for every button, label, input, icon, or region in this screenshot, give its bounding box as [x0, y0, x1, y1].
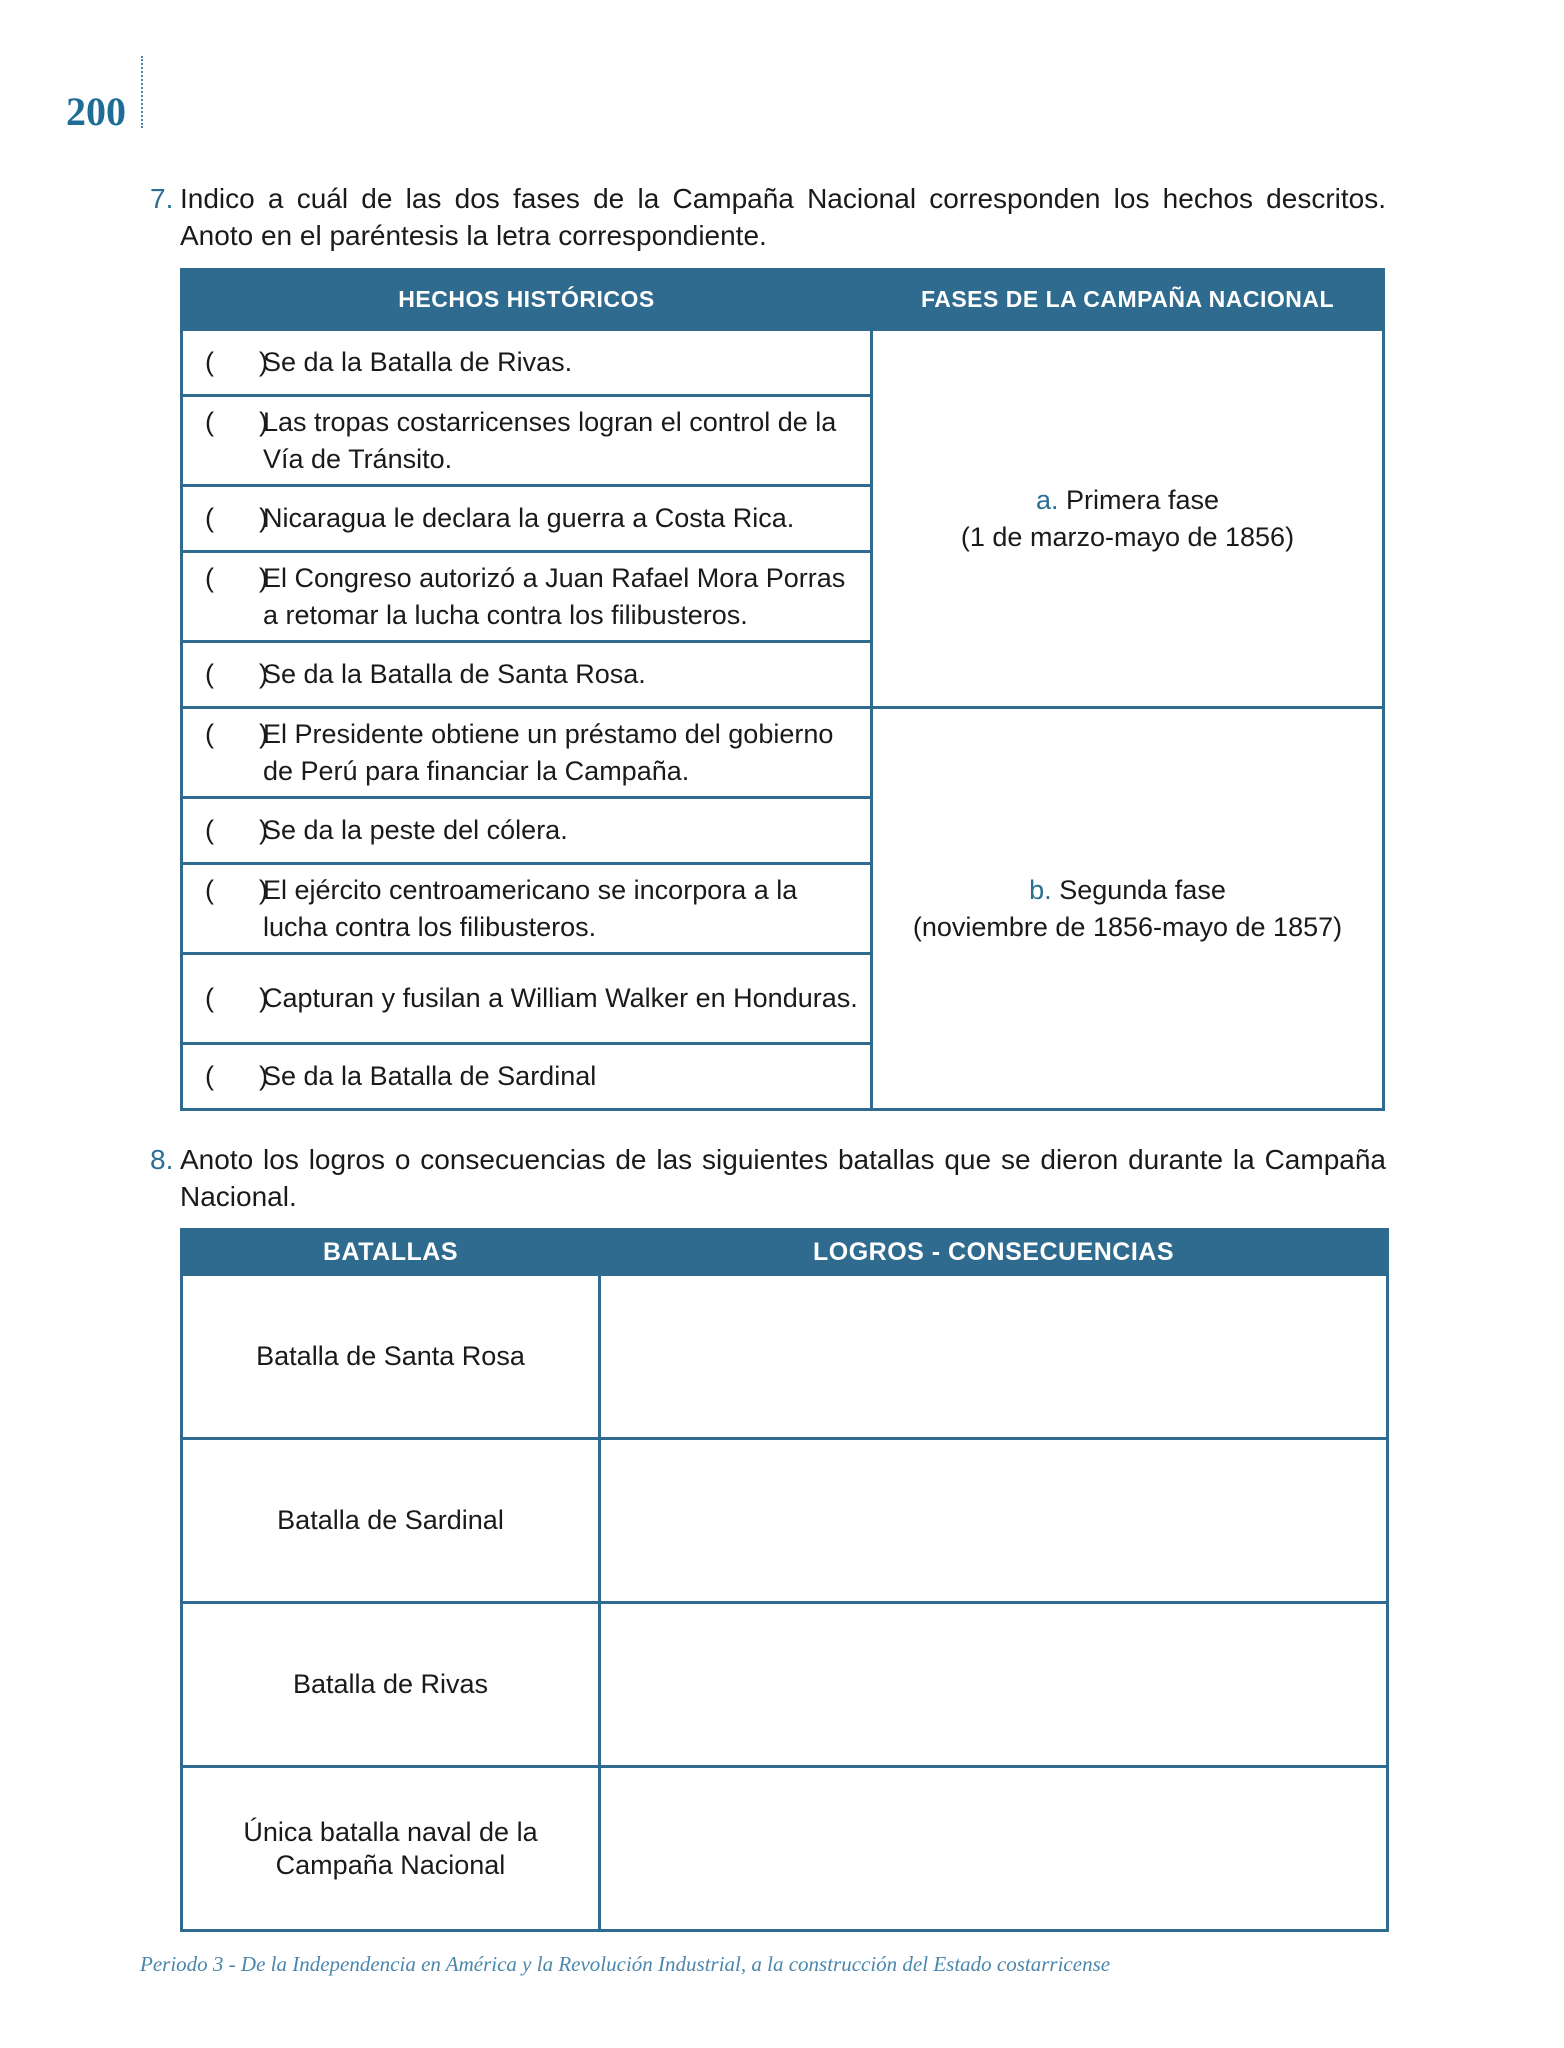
- event-row[interactable]: [182, 954, 872, 1044]
- page-number: 200: [66, 89, 126, 134]
- question-7: [150, 180, 1386, 254]
- answer-parenthesis[interactable]: ( ): [205, 983, 268, 1013]
- battles-table: [180, 1228, 1389, 1932]
- answer-parenthesis[interactable]: ( ): [205, 659, 268, 689]
- answer-parenthesis[interactable]: ( ): [205, 562, 268, 593]
- phase-name: Segunda fase: [1059, 874, 1226, 905]
- event-row[interactable]: [182, 798, 872, 864]
- phase-letter: a.: [1035, 484, 1059, 515]
- answer-cell[interactable]: [600, 1767, 1388, 1931]
- event-row[interactable]: [182, 1044, 872, 1110]
- event-row[interactable]: [182, 864, 872, 954]
- answer-cell[interactable]: [600, 1275, 1388, 1439]
- event-text: Las tropas costarricenses logran el control de la Vía de Tránsito.: [263, 406, 837, 474]
- page-footer: Periodo 3 - De la Independencia en América y la Revolución Industrial, a la construcción del Estado costarricense: [140, 1952, 1111, 1976]
- question-8-number: 8.: [150, 1144, 174, 1175]
- event-text: Se da la peste del cólera.: [263, 815, 568, 845]
- event-text: Capturan y fusilan a William Walker en Honduras.: [263, 983, 858, 1013]
- event-row[interactable]: [182, 552, 872, 642]
- question-7-text: Indico a cuál de las dos fases de la Campaña Nacional corresponden los hechos descritos. Anoto en el paréntesis la letra correspondiente.: [180, 183, 1386, 251]
- question-7-number: 7.: [150, 183, 174, 214]
- phase-dates: (1 de marzo-mayo de 1856): [960, 521, 1295, 552]
- event-row[interactable]: [182, 486, 872, 552]
- answer-parenthesis[interactable]: ( ): [205, 718, 268, 749]
- phase-first: [872, 330, 1384, 708]
- answer-parenthesis[interactable]: ( ): [205, 1061, 268, 1091]
- question-8: [150, 1141, 1386, 1215]
- answer-parenthesis[interactable]: ( ): [205, 406, 268, 437]
- battle-name: Batalla de Rivas: [182, 1603, 600, 1767]
- answer-cell[interactable]: [600, 1603, 1388, 1767]
- event-row[interactable]: [182, 330, 872, 396]
- battle-name: Batalla de Santa Rosa: [182, 1275, 600, 1439]
- header-battles: BATALLAS: [182, 1230, 600, 1275]
- answer-parenthesis[interactable]: ( ): [205, 815, 268, 845]
- phase-name: Primera fase: [1065, 484, 1220, 515]
- answer-parenthesis[interactable]: ( ): [205, 347, 268, 377]
- event-row[interactable]: [182, 642, 872, 708]
- phases-table: [180, 268, 1385, 1111]
- battle-name: Única batalla naval de la Campaña Nacional: [182, 1767, 600, 1931]
- battle-name: Batalla de Sardinal: [182, 1439, 600, 1603]
- event-text: Se da la Batalla de Sardinal: [263, 1061, 597, 1091]
- event-text: Se da la Batalla de Santa Rosa.: [263, 659, 646, 689]
- answer-parenthesis[interactable]: ( ): [205, 874, 268, 905]
- event-text: Se da la Batalla de Rivas.: [263, 347, 573, 377]
- event-text: Nicaragua le declara la guerra a Costa Rica.: [263, 503, 795, 533]
- answer-parenthesis[interactable]: ( ): [205, 503, 268, 533]
- header-events: HECHOS HISTÓRICOS: [182, 270, 872, 330]
- phase-letter: b.: [1029, 874, 1052, 905]
- page-number-divider: [141, 56, 143, 128]
- header-results: LOGROS - CONSECUENCIAS: [600, 1230, 1388, 1275]
- answer-cell[interactable]: [600, 1439, 1388, 1603]
- event-text: El Presidente obtiene un préstamo del gobierno de Perú para financiar la Campaña.: [263, 718, 834, 786]
- header-phases: FASES DE LA CAMPAÑA NACIONAL: [872, 270, 1384, 330]
- event-text: El Congreso autorizó a Juan Rafael Mora Porras a retomar la lucha contra los filibusteros.: [263, 562, 846, 630]
- event-text: El ejército centroamericano se incorpora a la lucha contra los filibusteros.: [263, 874, 798, 942]
- phase-second: [872, 708, 1384, 1110]
- question-8-text: Anoto los logros o consecuencias de las siguientes batallas que se dieron durante la Campaña Nacional.: [180, 1144, 1386, 1212]
- event-row[interactable]: [182, 708, 872, 798]
- event-row[interactable]: [182, 396, 872, 486]
- phase-dates: (noviembre de 1856-mayo de 1857): [912, 911, 1343, 942]
